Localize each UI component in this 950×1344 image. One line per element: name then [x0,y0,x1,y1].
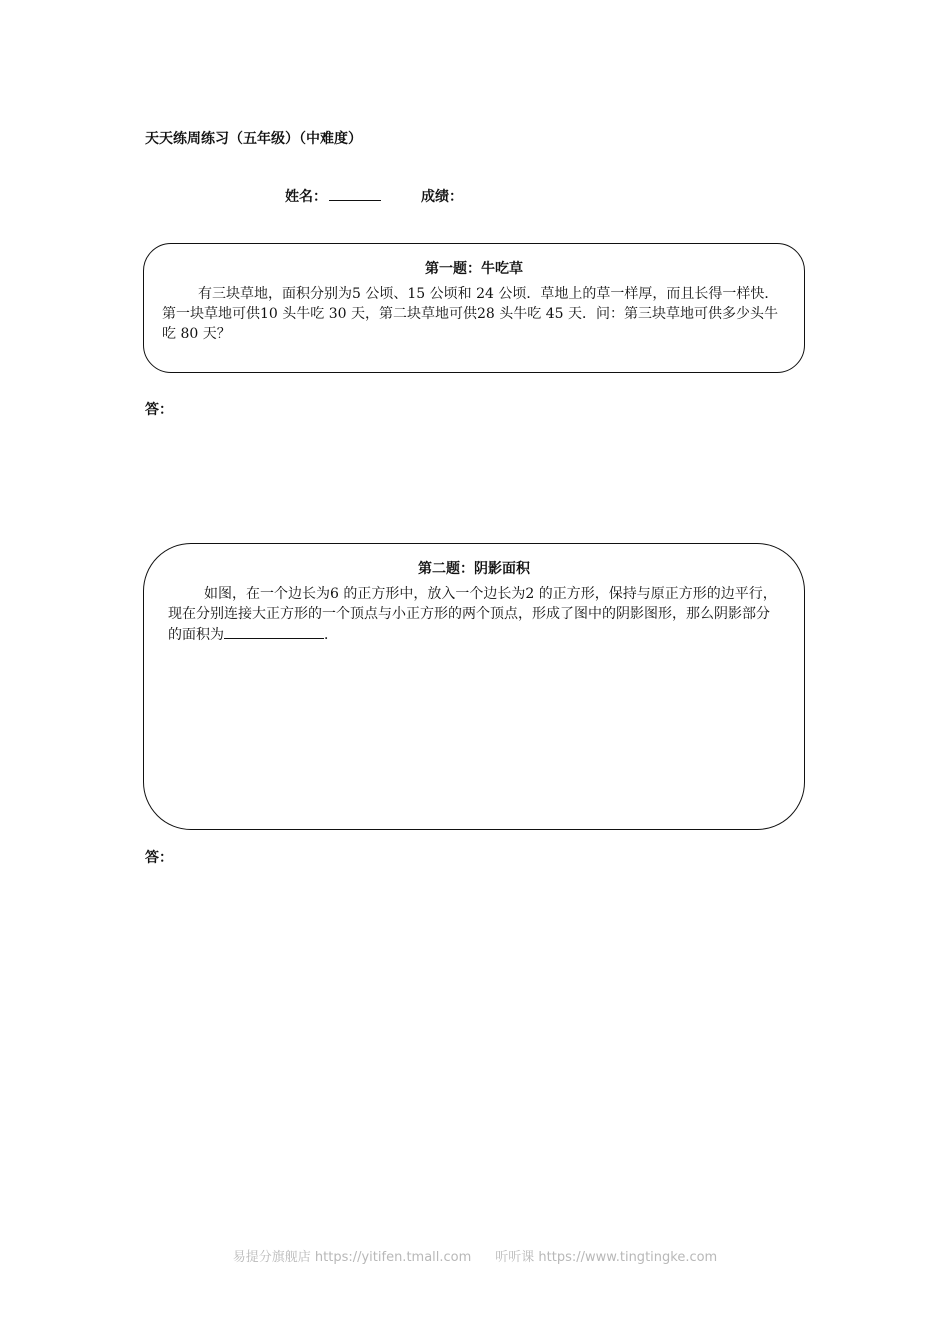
answer-fill-blank [224,624,324,639]
question-2-text-after: ． [324,627,338,643]
score-label: 成绩： [421,189,463,205]
student-info-row [285,186,463,206]
question-2-text [144,584,804,645]
footer-right-text: 听听课 https://www.tingtingke.com [495,1250,718,1265]
question-1-title: 第一题：牛吃草 [425,261,523,277]
answer-1-label: 答： [145,402,173,418]
question-2-title: 第二题：阴影面积 [418,561,530,577]
question-1-text: 有三块草地，面积分别为5 公顷、15 公顷和 24 公顷．草地上的草一样厚，而且长得一样快．第一块草地可供10 头牛吃 30 天，第二块草地可供28 头牛吃 45 天．问：第三块草地可供多少头牛吃 80 天？ [162,286,779,342]
footer-watermark [0,1246,950,1265]
footer-left-text: 易提分旗舰店 https://yitifen.tmall.com [232,1250,472,1265]
name-label: 姓名： [285,189,327,205]
answer-2-label: 答： [145,850,173,866]
name-blank [329,186,381,201]
question-2-box [143,543,805,830]
question-2-text-before: 如图，在一个边长为6 的正方形中，放入一个边长为2 的正方形，保持与原正方形的边平行，现在分别连接大正方形的一个顶点与小正方形的两个顶点，形成了图中的阴影图形，那么阴影部分的面积为 [168,586,777,643]
worksheet-title: 天天练周练习（五年级）（中难度） [145,131,362,147]
question-1-box [143,243,805,373]
